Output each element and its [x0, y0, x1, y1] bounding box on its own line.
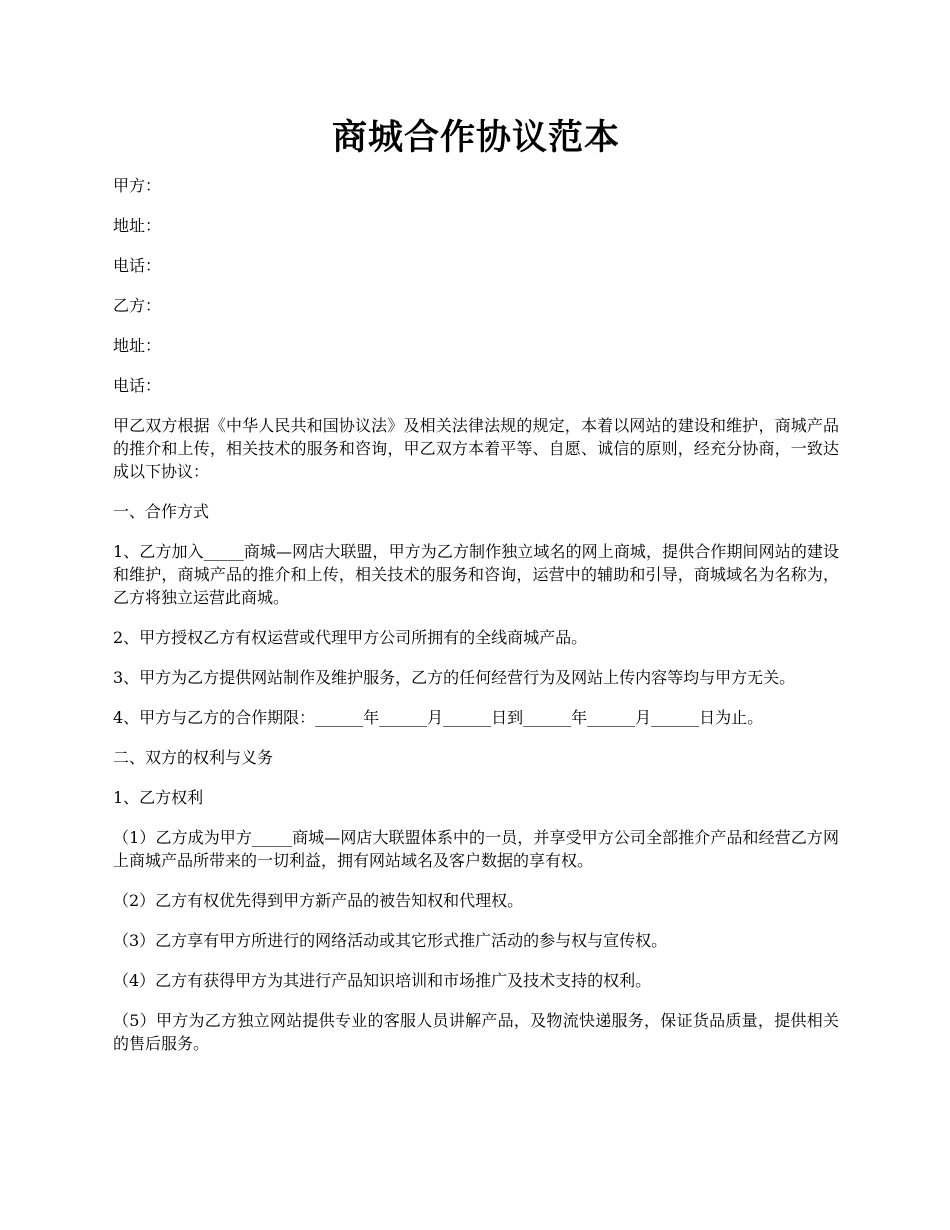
section1-heading: 一、合作方式: [113, 502, 210, 521]
party-b-address-label: 地址：: [113, 336, 162, 355]
document-page: [113, 112, 839, 1055]
section1-item-4: 4、甲方与乙方的合作期限：______年______月______日到______年______月______日为止。: [113, 708, 764, 727]
party-b-label: 乙方：: [113, 296, 162, 315]
party-a-phone-label: 电话：: [113, 256, 162, 275]
section2-heading: 二、双方的权利与义务: [113, 748, 274, 767]
section2-item-1: （1）乙方成为甲方_____商城—网店大联盟体系中的一员，并享受甲方公司全部推介产品和经营乙方网上商城产品所带来的一切利益，拥有网站域名及客户数据的享有权。: [113, 828, 839, 870]
section2-item-3: （3）乙方享有甲方所进行的网络活动或其它形式推广活动的参与权与宣传权。: [113, 931, 668, 950]
document-title: 商城合作协议范本: [331, 117, 620, 158]
section2-item-4: （4）乙方有获得甲方为其进行产品知识培训和市场推广及技术支持的权利。: [113, 971, 652, 990]
section2-sub-heading: 1、乙方权利: [113, 788, 204, 807]
party-a-address-label: 地址：: [113, 216, 162, 235]
section1-item-3: 3、甲方为乙方提供网站制作及维护服务，乙方的任何经营行为及网站上传内容等均与甲方无关。: [113, 668, 796, 687]
section1-item-2: 2、甲方授权乙方有权运营或代理甲方公司所拥有的全线商城产品。: [113, 628, 588, 647]
party-a-label: 甲方：: [113, 176, 162, 195]
section2-item-5: （5）甲方为乙方独立网站提供专业的客服人员讲解产品，及物流快递服务，保证货品质量，提供相关的售后服务。: [113, 1011, 839, 1053]
section1-item-1: 1、乙方加入_____商城—网店大联盟，甲方为乙方制作独立域名的网上商城，提供合作期间网站的建设和维护，商城产品的推介和上传，相关技术的服务和咨询，运营中的辅助和引导，商城域名为名称为，乙方将独立运营此商城。: [113, 542, 839, 607]
section2-item-2: （2）乙方有权优先得到甲方新产品的被告知权和代理权。: [113, 891, 524, 910]
party-b-phone-label: 电话：: [113, 376, 162, 395]
intro-paragraph: 甲乙双方根据《中华人民共和国协议法》及相关法律法规的规定，本着以网站的建设和维护，商城产品的推介和上传，相关技术的服务和咨询，甲乙双方本着平等、自愿、诚信的原则，经充分协商，一致达成以下协议：: [113, 416, 839, 481]
